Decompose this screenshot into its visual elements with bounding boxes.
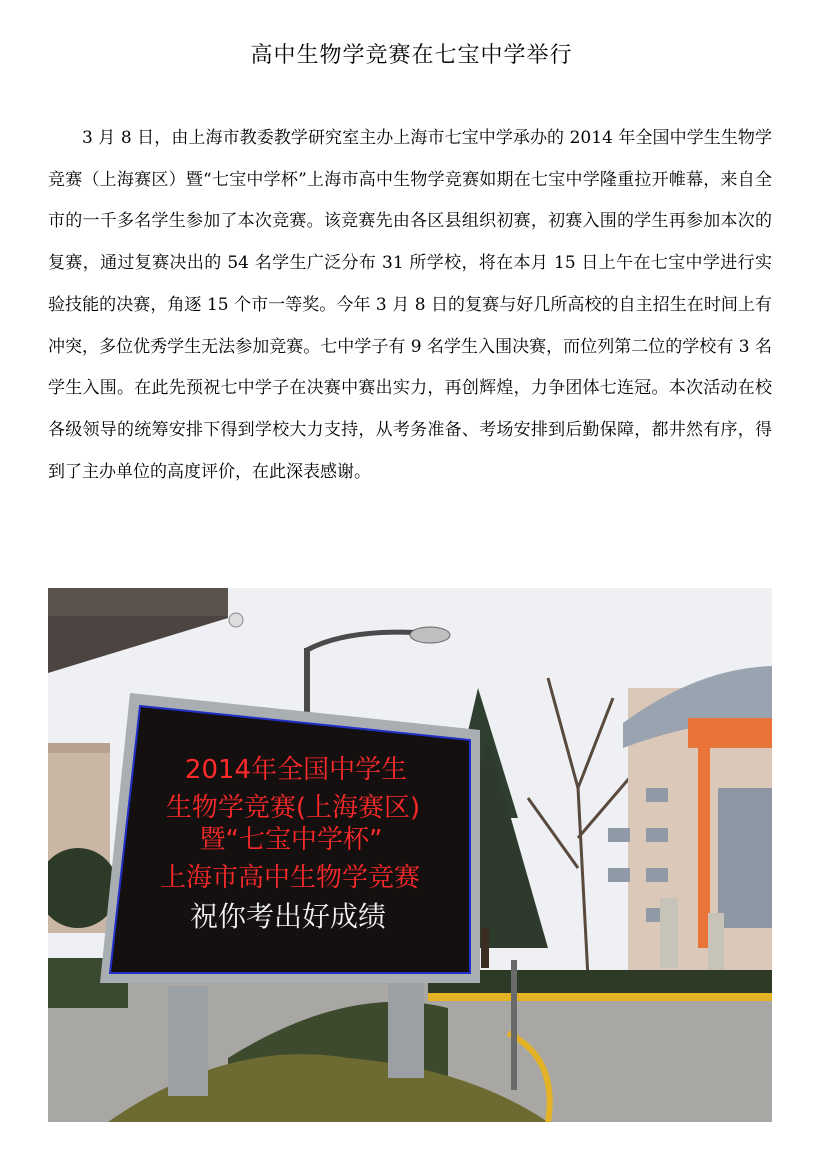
led-line-1: 2014年全国中学生	[184, 755, 408, 785]
led-line-2: 生物学竞赛(上海赛区)	[165, 793, 421, 823]
led-line-3: 暨“七宝中学杯”	[199, 825, 383, 855]
document-title: 高中生物学竞赛在七宝中学举行	[250, 43, 573, 68]
article-body: 3 月 8 日，由上海市教委教学研究室主办上海市七宝中学承办的 2014 年全国中学生生物学竞赛（上海赛区）暨“七宝中学杯”上海市高中生物学竞赛如期在七宝中学隆重拉开帷幕，来自全市的一千多名学生参加了本次竞赛。该竞赛先由各区县组织初赛，初赛入围的学生再参加本次的复赛，通过复赛决出的 54 名学生广泛分布 31 所学校，将在本月 15 日上午在七宝中学进行实验技能的决赛，角逐 15 个市一等奖。今年 3 月 8 日的复赛与好几所高校的自主招生在时间上有冲突，多位优秀学生无法参加竞赛。七中学子有 9 名学生入围决赛，而位列第二位的学校有 3 名学生入围。在此先预祝七中学子在决赛中赛出实力，再创辉煌，力争团体七连冠。本次活动在校各级领导的统筹安排下得到学校大力支持，从考务准备、考场安排到后勤保障，都井然有序，得到了主办单位的高度评价，在此深表感谢。	[48, 128, 772, 482]
led-line-4: 上海市高中生物学竞赛	[159, 863, 421, 893]
photo-led-sign	[48, 588, 772, 1122]
led-line-5: 祝你考出好成绩	[189, 900, 387, 933]
